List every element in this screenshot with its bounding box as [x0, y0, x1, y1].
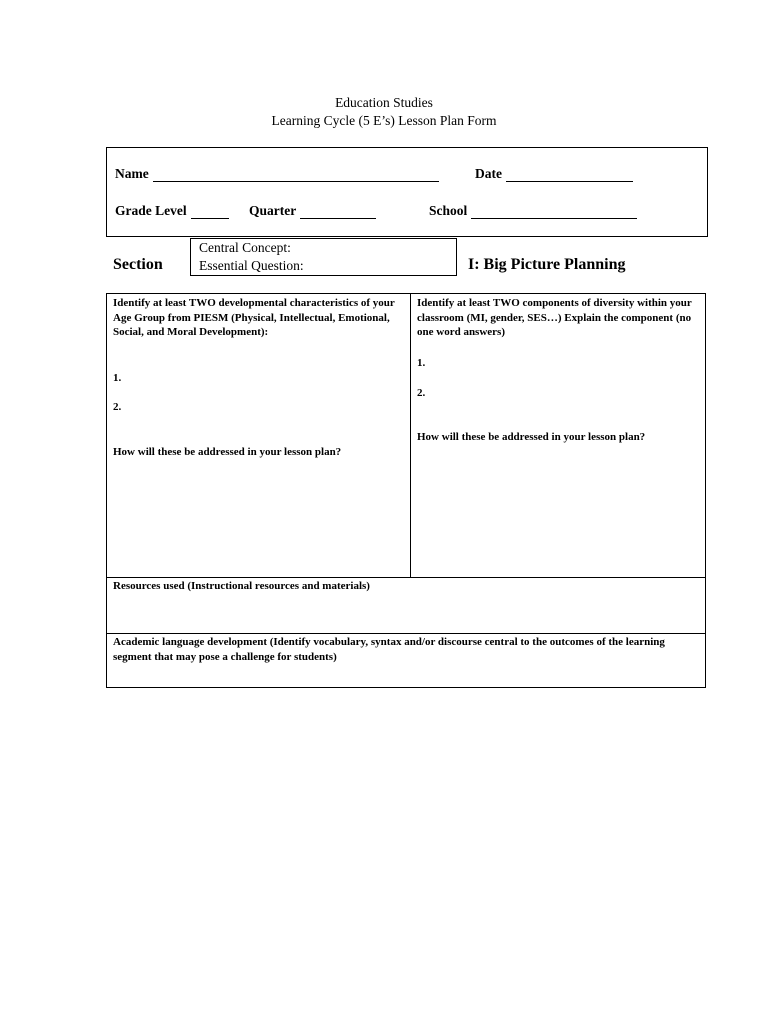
- developmental-item-1[interactable]: 1.: [113, 372, 122, 384]
- name-blank[interactable]: [153, 169, 439, 182]
- central-concept-label: Central Concept:: [199, 240, 291, 255]
- planning-grid: [106, 293, 706, 688]
- diversity-components-prompt: Identify at least TWO components of diversity within your classroom (MI, gender, SES…) Explain the component (no one word answers): [417, 297, 692, 338]
- quarter-blank[interactable]: [300, 206, 376, 219]
- diversity-address-question: How will these be addressed in your lesson plan?: [417, 431, 646, 443]
- developmental-address-question: How will these be addressed in your lesson plan?: [113, 446, 342, 458]
- form-header-line1: Education Studies: [335, 95, 433, 110]
- essential-question-label: Essential Question:: [199, 258, 304, 273]
- quarter-label: Quarter: [249, 203, 297, 218]
- grade-level-blank[interactable]: [191, 206, 229, 219]
- name-label: Name: [115, 166, 149, 181]
- school-blank[interactable]: [471, 206, 637, 219]
- column-divider: [410, 294, 411, 577]
- section-title: I: Big Picture Planning: [468, 256, 626, 273]
- grade-level-label: Grade Level: [115, 203, 187, 218]
- date-field[interactable]: [475, 166, 633, 182]
- row-divider-academic: [107, 633, 705, 634]
- date-label: Date: [475, 166, 502, 181]
- name-field[interactable]: [115, 166, 439, 182]
- student-info-box: [106, 147, 708, 237]
- school-label: School: [429, 203, 468, 218]
- school-field[interactable]: [429, 203, 637, 219]
- developmental-characteristics-prompt: Identify at least TWO developmental characteristics of your Age Group from PIESM (Physical, Intellectual, Emotional, Social, and Moral Development):: [113, 297, 395, 338]
- diversity-item-2[interactable]: 2.: [417, 387, 426, 399]
- form-title: Learning Cycle (5 E’s) Lesson Plan Form: [271, 113, 497, 128]
- grade-level-field[interactable]: [115, 203, 229, 219]
- diversity-item-1[interactable]: 1.: [417, 357, 426, 369]
- section-word: Section: [113, 256, 163, 273]
- quarter-field[interactable]: [249, 203, 376, 219]
- academic-language-label: Academic language development (Identify vocabulary, syntax and/or discourse central to the outcomes of the learning segment that may pose a challenge for students): [113, 636, 665, 663]
- resources-used-label: Resources used (Instructional resources and materials): [113, 580, 370, 592]
- developmental-item-2[interactable]: 2.: [113, 401, 122, 413]
- date-blank[interactable]: [506, 169, 633, 182]
- concept-box[interactable]: [190, 238, 457, 276]
- row-divider-resources: [107, 577, 705, 578]
